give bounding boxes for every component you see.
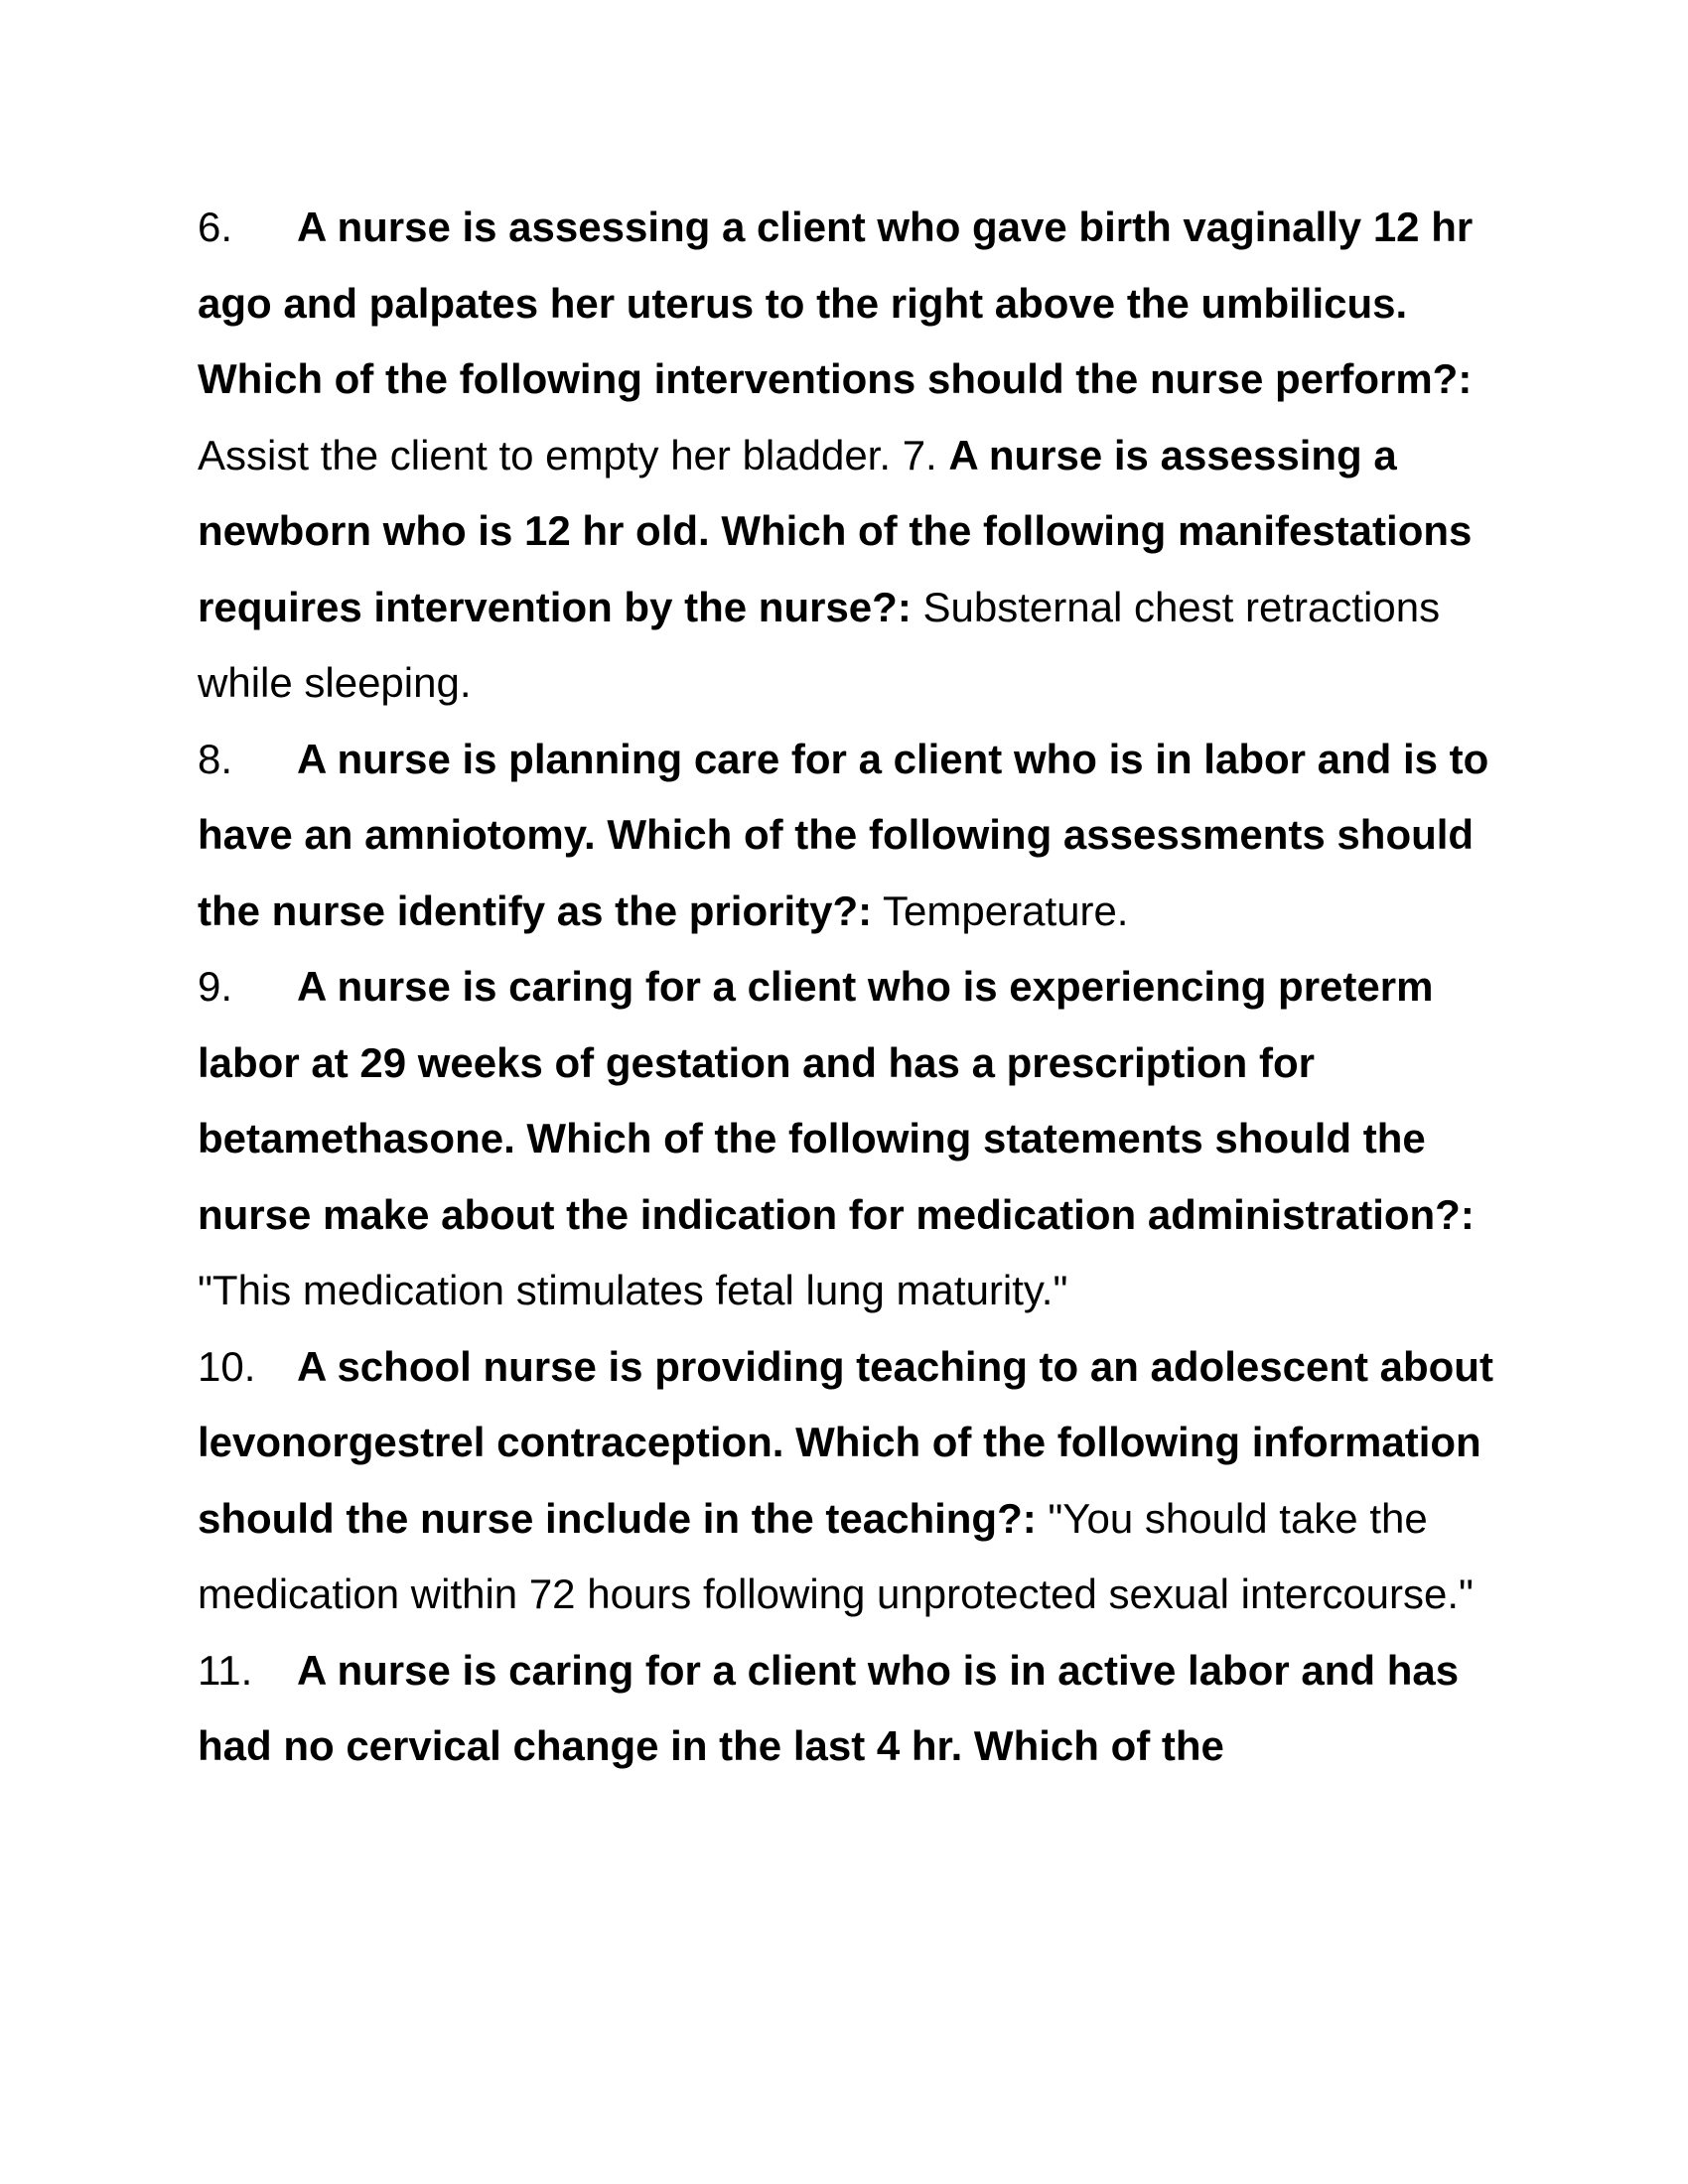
question-item-9 xyxy=(198,949,1498,1329)
question-item-6 xyxy=(198,190,1498,722)
question-text: A nurse is planning care for a client who is in labor and is to have an amniotomy. Which of the following assessments should the nurse identify as the priority?: xyxy=(198,735,1489,934)
question-number: 6. xyxy=(198,204,233,250)
answer-text: Temperature. xyxy=(883,887,1129,934)
question-item-11 xyxy=(198,1633,1498,1785)
answer-text: Substernal chest retractions while sleeping. xyxy=(198,583,1441,706)
question-text: A nurse is assessing a newborn who is 12 hr old. Which of the following manifestations requires intervention by the nurse?: xyxy=(198,431,1473,630)
question-number: 11. xyxy=(198,1646,253,1694)
question-text: A nurse is caring for a client who is in active labor and has had no cervical change in the last 4 hr. Which of the xyxy=(198,1646,1460,1769)
answer-text: "This medication stimulates fetal lung maturity." xyxy=(198,1267,1068,1313)
question-item-10 xyxy=(198,1329,1498,1633)
question-item-8 xyxy=(198,722,1498,950)
question-text: A nurse is assessing a client who gave birth vaginally 12 hr ago and palpates her uterus to the right above the umbilicus. Which of the following interventions should the nurse perform?: xyxy=(198,204,1474,402)
question-number: 10. xyxy=(198,1342,256,1390)
question-number: 9. xyxy=(198,963,233,1010)
question-number: 7. xyxy=(902,431,937,478)
question-number: 8. xyxy=(198,735,233,782)
answer-text: Assist the client to empty her bladder. xyxy=(198,431,892,478)
question-text: A nurse is caring for a client who is experiencing preterm labor at 29 weeks of gestation and has a prescription for betamethasone. Which of the following statements should the nurse make about the indication for medication administration?: xyxy=(198,963,1475,1238)
question-text: A school nurse is providing teaching to an adolescent about levonorgestrel contraception. Which of the following information should the nurse include in the teaching?: xyxy=(198,1342,1493,1542)
question-list xyxy=(198,190,1498,1785)
answer-text: "You should take the medication within 72 hours following unprotected sexual intercourse." xyxy=(198,1494,1474,1617)
